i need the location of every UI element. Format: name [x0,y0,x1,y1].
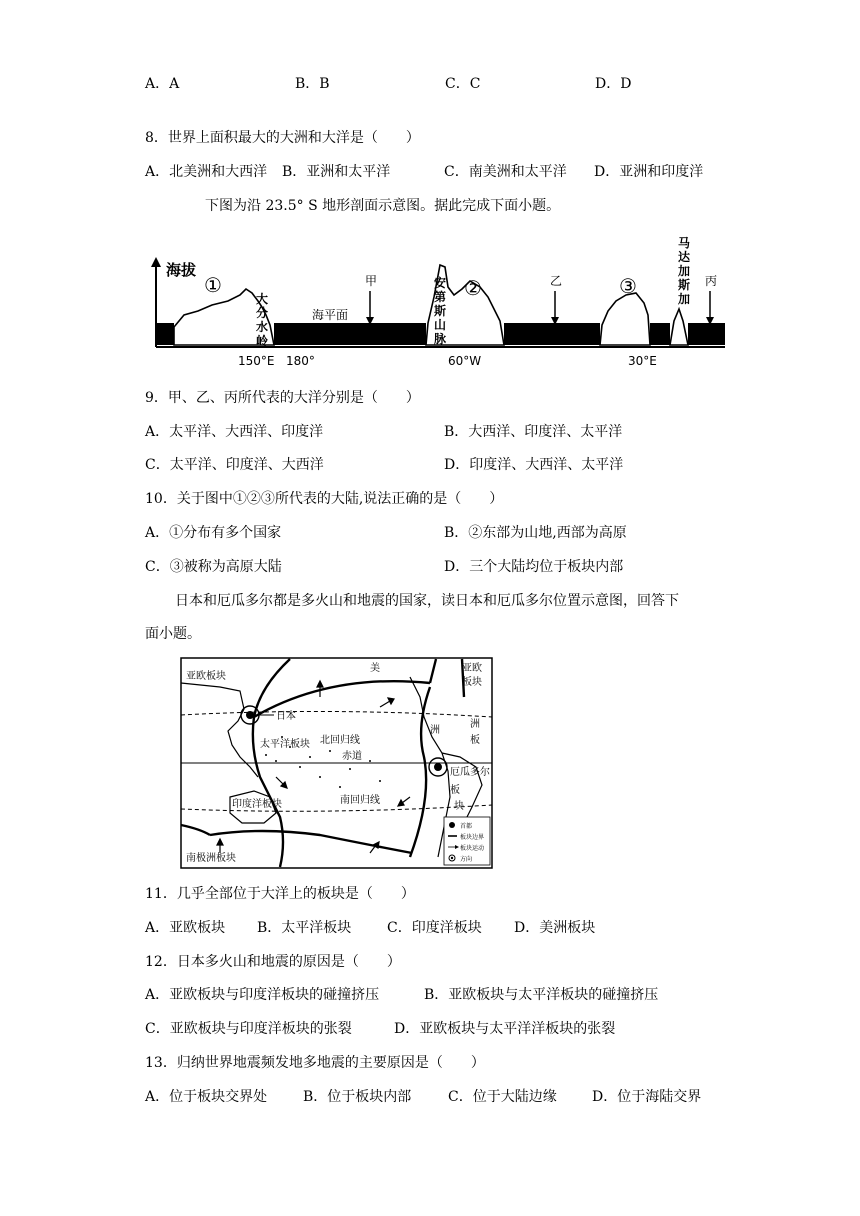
sea-level-label: 海平面 [312,308,349,322]
q9-option-d: D．印度洋、大西洋、太平洋 [444,457,624,473]
svg-text:板块运动: 板块运动 [460,845,485,852]
q12-option-c: C．亚欧板块与印度洋板块的张裂 [145,1021,352,1037]
q7-option-a: A．A [145,76,180,92]
svg-text:岭: 岭 [256,334,269,348]
q9-stem: 9．甲、乙、丙所代表的大洋分别是（ ） [145,390,420,406]
q13-option-b: B．位于板块内部 [303,1089,412,1105]
map-label-antarctic: 南极洲板块 [186,853,236,864]
q9-option-c: C．太平洋、印度洋、大西洋 [145,457,324,473]
svg-text:第: 第 [434,290,447,304]
map-label-indian: 印度洋板块 [232,799,282,810]
svg-text:方向: 方向 [460,856,473,863]
plate-map-figure [180,657,493,869]
longitude-label: 180° [286,354,315,368]
intro-map-line1: 日本和厄瓜多尔都是多火山和地震的国家，读日本和厄瓜多尔位置示意图，回答下 [175,593,679,609]
q12-stem: 12．日本多火山和地震的原因是（ ） [145,954,401,970]
andes-label [434,275,447,346]
q7-option-c: C．C [445,76,481,92]
q7-option-d: D．D [595,76,632,92]
q11-option-c: C．印度洋板块 [387,920,482,936]
q10-option-a: A．①分布有多个国家 [145,525,282,541]
madagascar-label [677,235,690,306]
q10-option-d: D．三个大陆均位于板块内部 [444,559,624,575]
q11-option-a: A．亚欧板块 [145,920,226,936]
continent-label-2: ② [464,276,482,300]
q8-stem: 8．世界上面积最大的大洲和大洋是（ ） [145,130,420,146]
q11-stem: 11．几乎全部位于大洋上的板块是（ ） [145,886,415,902]
map-label-pacific: 太平洋板块 [260,739,310,750]
q10-stem: 10．关于图中①②③所代表的大陆,说法正确的是（ ） [145,491,504,507]
map-label-ecuador: 厄瓜多尔 [450,767,490,778]
q10-option-c: C．③被称为高原大陆 [145,559,282,575]
map-legend [444,817,490,865]
q13-stem: 13．归纳世界地震频发地多地震的主要原因是（ ） [145,1055,485,1071]
svg-text:脉: 脉 [434,332,447,346]
longitude-label: 60°W [448,354,482,368]
q8-option-c: C．南美洲和太平洋 [444,164,567,180]
longitude-label: 150°E [238,354,275,368]
map-label-america-plate: 洲 [470,719,480,730]
q7-option-b: B．B [295,76,330,92]
q13-option-c: C．位于大陆边缘 [448,1089,557,1105]
axis-arrow-icon [151,257,161,267]
svg-text:加: 加 [678,292,691,306]
terrain-profile-figure [148,235,728,370]
map-label-equator: 赤道 [342,751,362,762]
q9-option-a: A．太平洋、大西洋、印度洋 [145,424,324,440]
map-label-america-plate: 板 [470,735,480,746]
profile-axis-label: 海拔 [166,261,197,279]
map-label-eurasia-right: 亚欧 [462,663,482,674]
q12-option-a: A．亚欧板块与印度洋板块的碰撞挤压 [145,987,380,1003]
map-label-eurasia-right: 板块 [462,677,482,688]
ocean-label-bing: 丙 [705,274,718,288]
map-label-america-plate: 洲 [430,725,440,736]
svg-text:水: 水 [256,320,269,334]
intro-map-line2: 面小题。 [145,626,201,642]
svg-text:加: 加 [678,264,691,278]
svg-text:达: 达 [678,250,691,264]
q12-option-d: D．亚欧板块与太平洋洋板块的张裂 [394,1021,616,1037]
q8-option-b: B．亚洲和太平洋 [282,164,391,180]
continent-label-3: ③ [619,274,637,298]
map-label-japan: 日本 [276,711,296,722]
q11-option-d: D．美洲板块 [514,920,596,936]
ocean-label-yi: 乙 [550,274,563,288]
svg-text:山: 山 [434,318,447,332]
svg-text:分: 分 [256,306,269,320]
map-label-eurasia: 亚欧板块 [186,671,226,682]
map-label-plate: 块 [454,801,464,812]
great-dividing-range-label [256,291,268,348]
ocean-label-jia: 甲 [365,274,378,288]
intro-profile: 下图为沿 23.5° S 地形剖面示意图。据此完成下面小题。 [205,198,561,214]
continent-label-1: ① [204,273,222,297]
q8-option-d: D．亚洲和印度洋 [594,164,704,180]
map-label-plate: 板 [450,785,460,796]
svg-text:板块边界: 板块边界 [460,834,485,841]
longitude-label: 30°E [628,354,657,368]
svg-text:安: 安 [434,276,447,290]
q11-option-b: B．太平洋板块 [257,920,352,936]
map-label-tropic-n: 北回归线 [320,735,360,746]
map-label-tropic-s: 南回归线 [340,795,380,806]
q13-option-d: D．位于海陆交界 [592,1089,702,1105]
svg-text:马: 马 [678,236,691,250]
svg-text:首都: 首都 [460,823,473,830]
q13-option-a: A．位于板块交界处 [145,1089,268,1105]
q12-option-b: B．亚欧板块与太平洋板块的碰撞挤压 [424,987,659,1003]
svg-text:斯: 斯 [678,278,691,292]
q10-option-b: B．②东部为山地,西部为高原 [444,525,627,541]
q8-option-a: A．北美洲和大西洋 [145,164,268,180]
svg-text:大: 大 [256,292,269,306]
map-label-america: 美 [370,663,380,674]
q9-option-b: B．大西洋、印度洋、太平洋 [444,424,623,440]
svg-text:斯: 斯 [434,304,447,318]
